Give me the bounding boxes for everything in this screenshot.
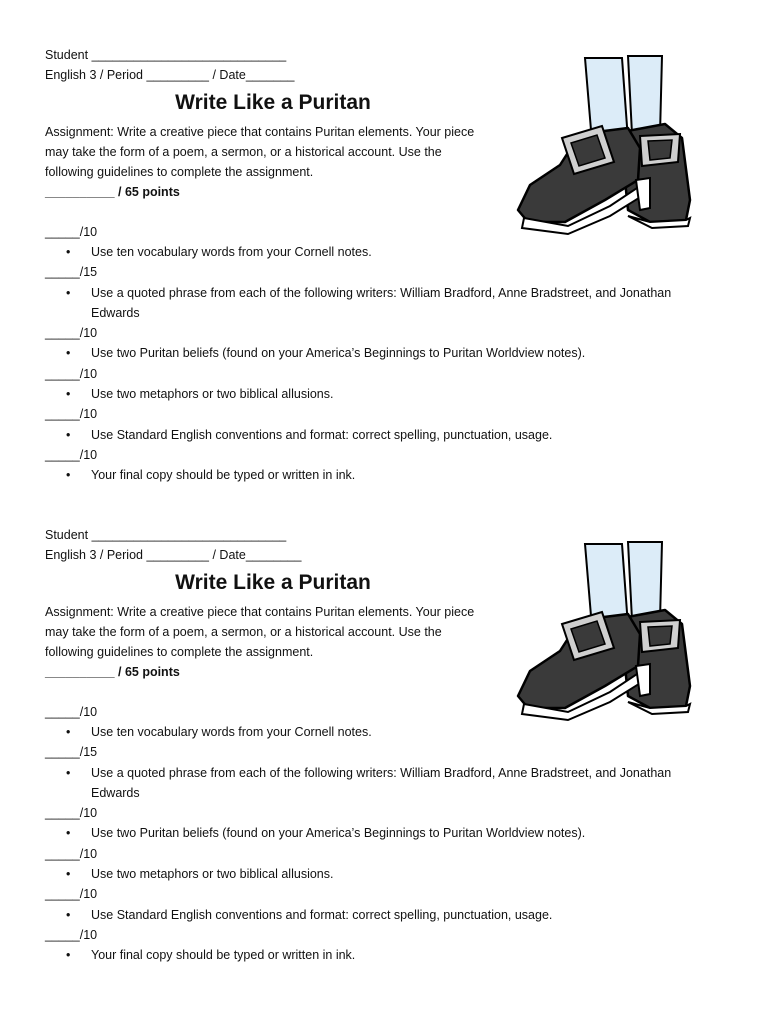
criterion-item <box>66 425 706 445</box>
criterion-text: Use Standard English conventions and format: correct spelling, punctuation, usage. <box>91 428 553 442</box>
criterion-score: _____/10 <box>45 847 98 861</box>
assignment-line-1: Assignment: Write a creative piece that contains Puritan elements. Your piece <box>45 125 475 139</box>
period-date-line: English 3 / Period _________ / Date_______ <box>45 68 295 82</box>
assignment-line-2: may take the form of a poem, a sermon, or a historical account. Use the <box>45 145 442 159</box>
criterion-text: Use two metaphors or two biblical allusions. <box>91 867 334 881</box>
bullet-icon: • <box>66 286 71 300</box>
bullet-icon: • <box>66 387 71 401</box>
worksheet-title: Write Like a Puritan <box>175 571 371 594</box>
criterion-item <box>66 283 706 323</box>
puritan-shoes-icon <box>510 536 710 726</box>
bullet-icon: • <box>66 867 71 881</box>
criterion-score: _____/10 <box>45 367 98 381</box>
assignment-line-3: following guidelines to complete the assignment. <box>45 645 314 659</box>
criterion-item <box>66 384 706 404</box>
criterion-item <box>66 343 706 363</box>
bullet-icon: • <box>66 725 71 739</box>
worksheet-bottom <box>0 480 770 960</box>
criterion-text: Your final copy should be typed or written in ink. <box>91 948 356 962</box>
bullet-icon: • <box>66 908 71 922</box>
criterion-text: Use a quoted phrase from each of the following writers: William Bradford, Anne Bradstreet, and Jonathan Edwards <box>91 286 672 320</box>
criterion-text: Use ten vocabulary words from your Cornell notes. <box>91 245 372 259</box>
criterion-item <box>66 242 706 262</box>
criterion-text: Use a quoted phrase from each of the following writers: William Bradford, Anne Bradstreet, and Jonathan Edwards <box>91 766 672 800</box>
criterion-score: _____/15 <box>45 265 98 279</box>
criterion-score: _____/10 <box>45 407 98 421</box>
total-points: __________ / 65 points <box>45 185 180 199</box>
total-points: __________ / 65 points <box>45 665 180 679</box>
criterion-text: Your final copy should be typed or written in ink. <box>91 468 356 482</box>
criterion-item <box>66 823 706 843</box>
criterion-text: Use two metaphors or two biblical allusions. <box>91 387 334 401</box>
criterion-score: _____/10 <box>45 928 98 942</box>
bullet-icon: • <box>66 428 71 442</box>
criterion-score: _____/10 <box>45 705 98 719</box>
bullet-icon: • <box>66 766 71 780</box>
criterion-text: Use ten vocabulary words from your Cornell notes. <box>91 725 372 739</box>
criterion-score: _____/15 <box>45 745 98 759</box>
criterion-text: Use Standard English conventions and format: correct spelling, punctuation, usage. <box>91 908 553 922</box>
bullet-icon: • <box>66 245 71 259</box>
criterion-score: _____/10 <box>45 448 98 462</box>
worksheet-top <box>0 0 770 480</box>
criterion-item <box>66 945 706 965</box>
bullet-icon: • <box>66 948 71 962</box>
worksheet-title: Write Like a Puritan <box>175 91 371 114</box>
criterion-text: Use two Puritan beliefs (found on your America’s Beginnings to Puritan Worldview notes). <box>91 826 586 840</box>
bullet-icon: • <box>66 826 71 840</box>
criterion-text: Use two Puritan beliefs (found on your America’s Beginnings to Puritan Worldview notes). <box>91 346 586 360</box>
assignment-line-1: Assignment: Write a creative piece that contains Puritan elements. Your piece <box>45 605 475 619</box>
student-name-line: Student ____________________________ <box>45 48 287 62</box>
criterion-item <box>66 864 706 884</box>
bullet-icon: • <box>66 346 71 360</box>
assignment-line-3: following guidelines to complete the assignment. <box>45 165 314 179</box>
puritan-shoes-icon <box>510 50 710 240</box>
student-name-line: Student ____________________________ <box>45 528 287 542</box>
period-date-line: English 3 / Period _________ / Date________ <box>45 548 302 562</box>
criterion-item <box>66 763 706 803</box>
criterion-item <box>66 905 706 925</box>
bullet-icon: • <box>66 468 71 482</box>
criterion-score: _____/10 <box>45 326 98 340</box>
assignment-line-2: may take the form of a poem, a sermon, or a historical account. Use the <box>45 625 442 639</box>
criterion-score: _____/10 <box>45 806 98 820</box>
criterion-score: _____/10 <box>45 225 98 239</box>
criterion-score: _____/10 <box>45 887 98 901</box>
